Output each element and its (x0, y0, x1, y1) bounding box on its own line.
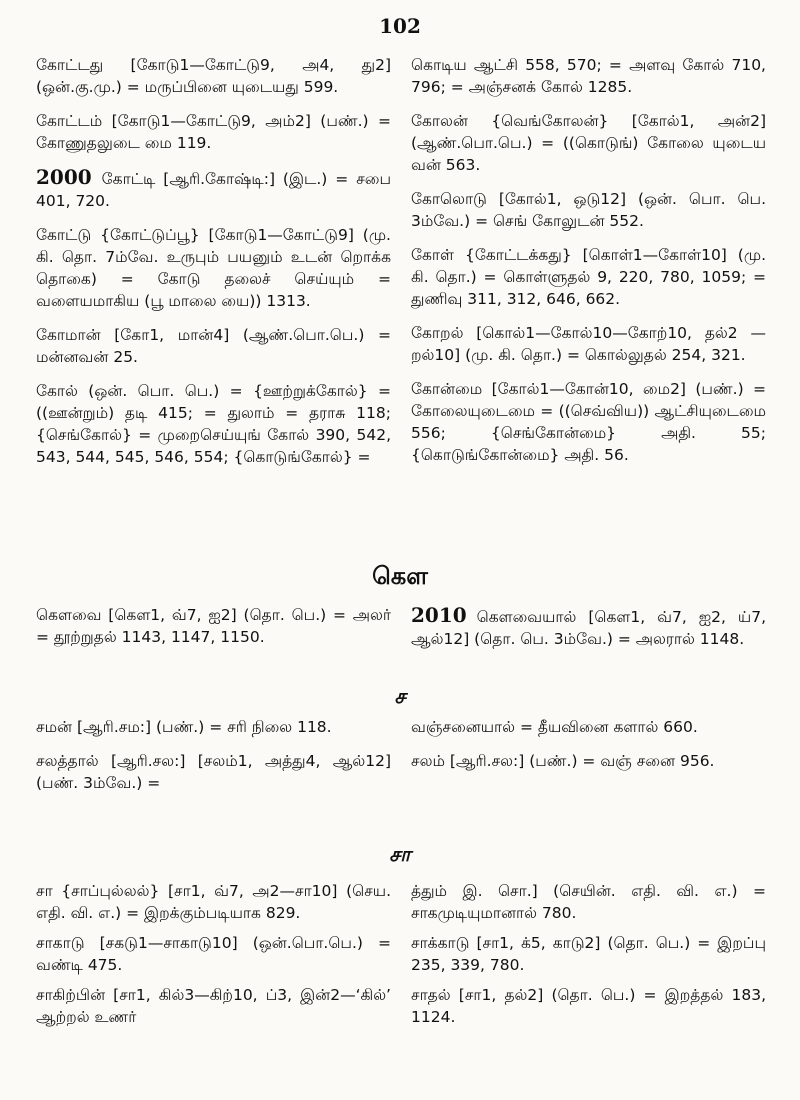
section-sa (36, 716, 766, 806)
dictionary-entry: கௌவை [கௌ1, வ்7, ஐ2] (தொ. பெ.) = அலர் = தூற்றுதல் 1143, 1147, 1150. (36, 606, 391, 646)
left-column (36, 604, 391, 662)
right-column (411, 880, 766, 1036)
dictionary-entry: சாகாடு [சகடு1—சாகாடு10] (ஒன்.பொ.பெ.) = வண்டி 475. (36, 934, 391, 974)
dictionary-entry: 2010 கௌவையால் [கௌ1, வ்7, ஐ2, ய்7, ஆல்12] (தொ. பெ. 3ம்வே.) = அலரால் 1148. (411, 603, 766, 648)
dictionary-entry: வஞ்சனையால் = தீயவினை களால் 660. (411, 718, 698, 736)
dictionary-entry: கோட்டது [கோடு1—கோட்டு9, அ4, து2] (ஒன்.கு.மு.) = மருப்பினை யுடையது 599. (36, 56, 391, 96)
section-saa (36, 880, 766, 1036)
dictionary-entry: கோலொடு [கோல்1, ஒடு12] (ஒன். பொ. பெ. 3ம்வே.) = செங் கோலுடன் 552. (411, 190, 766, 230)
section-heading-sa: ச (394, 684, 406, 708)
dictionary-entry: கோன்மை [கோல்1—கோன்10, மை2] (பண்.) = கோலையுடைமை = ((செவ்விய)) ஆட்சியுடைமை 556; {செங்கோன்மை} அதி. 55; {கொடுங்கோன்மை} அதி. 56. (411, 380, 766, 464)
section-heading-kau: கௌ (372, 562, 428, 590)
entry-number: 2000 (36, 165, 92, 189)
dictionary-entry: கோமான் [கோ1, மான்4] (ஆண்.பொ.பெ.) = மன்னவன் 25. (36, 326, 391, 366)
left-column (36, 54, 391, 480)
left-column (36, 716, 391, 806)
dictionary-entry: 2000 கோட்டி [ஆரி.கோஷ்டி:] (இட.) = சபை 401, 720. (36, 165, 391, 210)
dictionary-entry: கொடிய ஆட்சி 558, 570; = அளவு கோல் 710, 796; = அஞ்சனக் கோல் 1285. (411, 56, 766, 96)
left-column (36, 880, 391, 1036)
dictionary-entry: சலம் [ஆரி.சல:] (பண்.) = வஞ் சனை 956. (411, 752, 715, 770)
dictionary-entry: சா {சாப்புல்லல்} [சா1, வ்7, அ2—சா10] (செய. எதி. வி. எ.) = இறக்கும்படியாக 829. (36, 882, 391, 922)
dictionary-entry: கோல் (ஒன். பொ. பெ.) = {ஊற்றுக்கோல்} = ((ஊன்றும்) தடி 415; = துலாம் = தராசு 118; {செங்கோல்} = முறைசெய்யுங் கோல் 390, 542, 543, 544, 545, 546, 554; {கொடுங்கோல்} = (36, 382, 391, 466)
dictionary-entry: கோள் {கோட்டக்கது} [கொள்1—கோள்10] (மு. கி. தொ.) = கொள்ளுதல் 9, 220, 780, 1059; = துணிவு 311, 312, 646, 662. (411, 246, 766, 308)
right-column (411, 716, 766, 806)
dictionary-entry: சமன் [ஆரி.சம:] (பண்.) = சரி நிலை 118. (36, 718, 332, 736)
section-kau (36, 604, 766, 662)
dictionary-entry: கோட்டம் [கோடு1—கோட்டு9, அம்2] (பண்.) = கோணுதலுடை மை 119. (36, 112, 391, 152)
dictionary-entry: கோட்டு {கோட்டுப்பூ} [கோடு1—கோட்டு9] (மு. கி. தொ. 7ம்வே. உருபும் பயனும் உடன் றொக்க தொகை) = கோடு தலைச் செய்யும் = வளையமாகிய (பூ மாலை யை)) 1313. (36, 226, 391, 310)
section-ko (36, 54, 766, 480)
dictionary-entry: த்தும் இ. சொ.] (செயின். எதி. வி. எ.) = சாகமுடியுமானால் 780. (411, 882, 766, 922)
dictionary-entry: சாக்காடு [சா1, க்5, காடு2] (தொ. பெ.) = இறப்பு 235, 339, 780. (411, 934, 766, 974)
section-heading-saa: சா (389, 842, 411, 866)
dictionary-entry: கோலன் {வெங்கோலன்} [கோல்1, அன்2] (ஆண்.பொ.பெ.) = ((கொடுங்) கோலை யுடைய வன் 563. (411, 112, 766, 174)
dictionary-entry: சாகிற்பின் [சா1, கில்3—கிற்10, ப்3, இன்2—‘கில்’ ஆற்றல் உணர் (36, 986, 391, 1026)
dictionary-entry: சாதல் [சா1, தல்2] (தொ. பெ.) = இறத்தல் 183, 1124. (411, 986, 766, 1026)
entry-number: 2010 (411, 603, 467, 627)
page-number: 102 (379, 14, 421, 38)
right-column (411, 54, 766, 480)
dictionary-entry: சலத்தால் [ஆரி.சல:] [சலம்1, அத்து4, ஆல்12] (பண். 3ம்வே.) = (36, 752, 391, 792)
dictionary-entry: கோறல் [கொல்1—கோல்10—கோற்10, தல்2 — றல்10] (மு. கி. தொ.) = கொல்லுதல் 254, 321. (411, 324, 766, 364)
right-column (411, 604, 766, 662)
